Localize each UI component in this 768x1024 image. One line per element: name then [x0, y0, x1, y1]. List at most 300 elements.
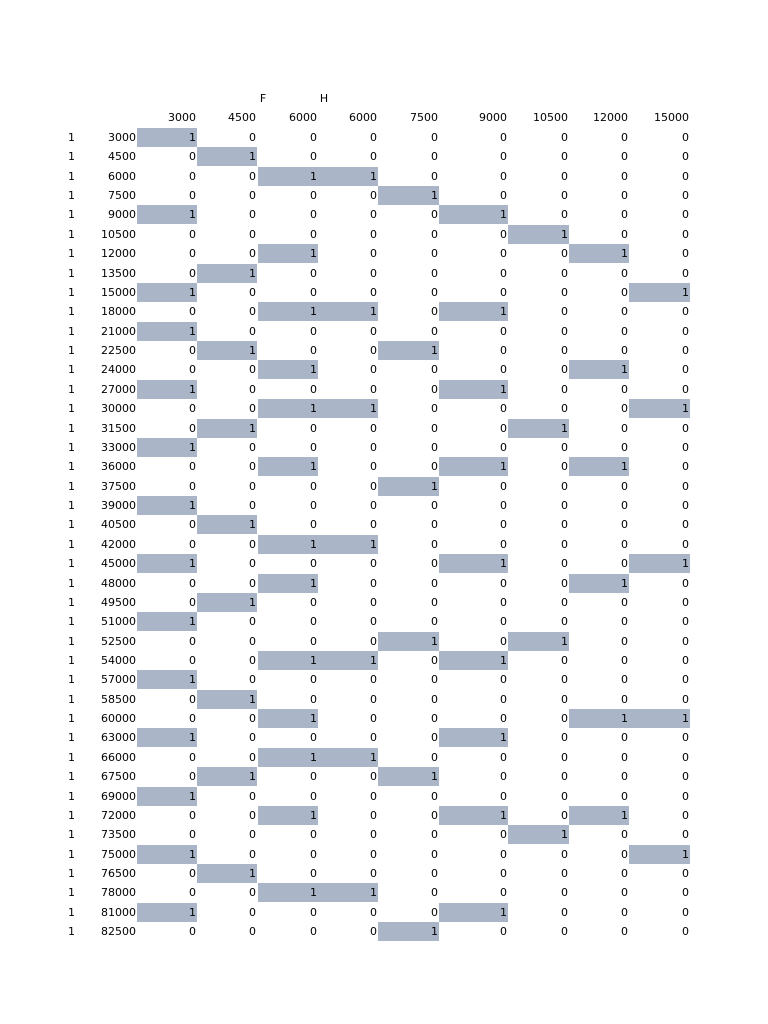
value-cell[interactable]: 0	[621, 422, 628, 435]
highlighted-value-cell[interactable]: 1	[258, 167, 318, 186]
value-cell[interactable]: 0	[189, 189, 196, 202]
value-cell[interactable]: 0	[431, 518, 438, 531]
value-cell[interactable]: 0	[682, 480, 689, 493]
value-cell[interactable]: 0	[431, 170, 438, 183]
value-cell[interactable]: 0	[682, 383, 689, 396]
highlighted-value-cell[interactable]: 1	[569, 806, 629, 825]
highlighted-value-cell[interactable]: 1	[318, 302, 378, 321]
value-cell[interactable]: 0	[189, 363, 196, 376]
value-cell[interactable]: 0	[310, 518, 317, 531]
highlighted-value-cell[interactable]: 1	[258, 709, 318, 728]
row-key-cell[interactable]: 24000	[101, 363, 136, 376]
value-cell[interactable]: 0	[370, 267, 377, 280]
value-cell[interactable]: 0	[249, 499, 256, 512]
value-cell[interactable]: 0	[621, 751, 628, 764]
row-key-cell[interactable]: 69000	[101, 790, 136, 803]
value-cell[interactable]: 0	[370, 441, 377, 454]
value-cell[interactable]: 0	[500, 499, 507, 512]
value-cell[interactable]: 0	[561, 557, 568, 570]
value-cell[interactable]: 0	[500, 150, 507, 163]
row-index-cell[interactable]: 1	[68, 577, 75, 590]
row-key-cell[interactable]: 42000	[101, 538, 136, 551]
value-cell[interactable]: 0	[500, 925, 507, 938]
value-cell[interactable]: 0	[249, 383, 256, 396]
highlighted-value-cell[interactable]: 1	[137, 845, 197, 864]
row-index-cell[interactable]: 1	[68, 170, 75, 183]
value-cell[interactable]: 0	[189, 828, 196, 841]
value-cell[interactable]: 0	[682, 577, 689, 590]
highlighted-value-cell[interactable]: 1	[629, 554, 690, 573]
value-cell[interactable]: 0	[561, 344, 568, 357]
value-cell[interactable]: 0	[249, 886, 256, 899]
row-index-cell[interactable]: 1	[68, 267, 75, 280]
value-cell[interactable]: 0	[310, 635, 317, 648]
highlighted-value-cell[interactable]: 1	[137, 380, 197, 399]
highlighted-value-cell[interactable]: 1	[508, 825, 569, 844]
row-index-cell[interactable]: 1	[68, 596, 75, 609]
value-cell[interactable]: 0	[249, 925, 256, 938]
row-key-cell[interactable]: 15000	[101, 286, 136, 299]
value-cell[interactable]: 0	[431, 208, 438, 221]
value-cell[interactable]: 0	[621, 402, 628, 415]
value-cell[interactable]: 0	[500, 402, 507, 415]
value-cell[interactable]: 0	[310, 790, 317, 803]
highlighted-value-cell[interactable]: 1	[197, 515, 257, 534]
highlighted-value-cell[interactable]: 1	[629, 845, 690, 864]
row-index-cell[interactable]: 1	[68, 402, 75, 415]
value-cell[interactable]: 0	[249, 712, 256, 725]
highlighted-value-cell[interactable]: 1	[569, 360, 629, 379]
value-cell[interactable]: 0	[189, 480, 196, 493]
value-cell[interactable]: 0	[310, 867, 317, 880]
value-cell[interactable]: 0	[621, 499, 628, 512]
value-cell[interactable]: 0	[561, 170, 568, 183]
row-index-cell[interactable]: 1	[68, 673, 75, 686]
value-cell[interactable]: 0	[500, 518, 507, 531]
value-cell[interactable]: 0	[621, 654, 628, 667]
value-cell[interactable]: 0	[561, 518, 568, 531]
value-cell[interactable]: 0	[500, 848, 507, 861]
value-cell[interactable]: 0	[682, 170, 689, 183]
value-cell[interactable]: 0	[249, 538, 256, 551]
value-cell[interactable]: 0	[621, 886, 628, 899]
value-cell[interactable]: 0	[310, 383, 317, 396]
highlighted-value-cell[interactable]: 1	[318, 535, 378, 554]
highlighted-value-cell[interactable]: 1	[318, 399, 378, 418]
value-cell[interactable]: 0	[682, 615, 689, 628]
value-cell[interactable]: 0	[682, 596, 689, 609]
row-index-cell[interactable]: 1	[68, 499, 75, 512]
value-cell[interactable]: 0	[561, 577, 568, 590]
value-cell[interactable]: 0	[189, 635, 196, 648]
value-cell[interactable]: 0	[682, 635, 689, 648]
value-cell[interactable]: 0	[310, 731, 317, 744]
value-cell[interactable]: 0	[431, 712, 438, 725]
row-key-cell[interactable]: 45000	[101, 557, 136, 570]
highlighted-value-cell[interactable]: 1	[137, 554, 197, 573]
value-cell[interactable]: 0	[189, 228, 196, 241]
value-cell[interactable]: 0	[370, 228, 377, 241]
value-cell[interactable]: 0	[431, 751, 438, 764]
row-index-cell[interactable]: 1	[68, 867, 75, 880]
row-key-cell[interactable]: 63000	[101, 731, 136, 744]
row-index-cell[interactable]: 1	[68, 886, 75, 899]
highlighted-value-cell[interactable]: 1	[318, 167, 378, 186]
value-cell[interactable]: 0	[249, 189, 256, 202]
row-index-cell[interactable]: 1	[68, 770, 75, 783]
value-cell[interactable]: 0	[310, 150, 317, 163]
highlighted-value-cell[interactable]: 1	[378, 767, 439, 786]
highlighted-value-cell[interactable]: 1	[439, 728, 508, 747]
value-cell[interactable]: 0	[561, 131, 568, 144]
value-cell[interactable]: 0	[561, 538, 568, 551]
value-cell[interactable]: 0	[682, 325, 689, 338]
value-cell[interactable]: 0	[310, 673, 317, 686]
value-cell[interactable]: 0	[370, 480, 377, 493]
value-cell[interactable]: 0	[621, 848, 628, 861]
column-header[interactable]: 7500	[410, 111, 438, 124]
value-cell[interactable]: 0	[561, 712, 568, 725]
highlighted-value-cell[interactable]: 1	[137, 128, 197, 147]
value-cell[interactable]: 0	[189, 596, 196, 609]
value-cell[interactable]: 0	[500, 325, 507, 338]
value-cell[interactable]: 0	[561, 790, 568, 803]
value-cell[interactable]: 0	[370, 325, 377, 338]
value-cell[interactable]: 0	[249, 790, 256, 803]
row-index-cell[interactable]: 1	[68, 422, 75, 435]
value-cell[interactable]: 0	[500, 635, 507, 648]
value-cell[interactable]: 0	[431, 557, 438, 570]
value-cell[interactable]: 0	[621, 228, 628, 241]
value-cell[interactable]: 0	[310, 228, 317, 241]
value-cell[interactable]: 0	[621, 267, 628, 280]
value-cell[interactable]: 0	[310, 499, 317, 512]
value-cell[interactable]: 0	[370, 383, 377, 396]
value-cell[interactable]: 0	[500, 828, 507, 841]
column-header[interactable]: 9000	[479, 111, 507, 124]
highlighted-value-cell[interactable]: 1	[318, 883, 378, 902]
value-cell[interactable]: 0	[682, 925, 689, 938]
value-cell[interactable]: 0	[621, 615, 628, 628]
highlighted-value-cell[interactable]: 1	[378, 341, 439, 360]
row-index-cell[interactable]: 1	[68, 809, 75, 822]
highlighted-value-cell[interactable]: 1	[258, 883, 318, 902]
row-key-cell[interactable]: 48000	[101, 577, 136, 590]
value-cell[interactable]: 0	[682, 751, 689, 764]
highlighted-value-cell[interactable]: 1	[258, 535, 318, 554]
value-cell[interactable]: 0	[431, 363, 438, 376]
value-cell[interactable]: 0	[249, 228, 256, 241]
highlighted-value-cell[interactable]: 1	[258, 302, 318, 321]
value-cell[interactable]: 0	[189, 305, 196, 318]
value-cell[interactable]: 0	[500, 286, 507, 299]
value-cell[interactable]: 0	[621, 790, 628, 803]
row-key-cell[interactable]: 37500	[101, 480, 136, 493]
row-key-cell[interactable]: 9000	[108, 208, 136, 221]
value-cell[interactable]: 0	[189, 170, 196, 183]
highlighted-value-cell[interactable]: 1	[629, 399, 690, 418]
value-cell[interactable]: 0	[621, 673, 628, 686]
row-key-cell[interactable]: 6000	[108, 170, 136, 183]
value-cell[interactable]: 0	[431, 673, 438, 686]
value-cell[interactable]: 0	[310, 848, 317, 861]
value-cell[interactable]: 0	[561, 267, 568, 280]
value-cell[interactable]: 0	[370, 131, 377, 144]
value-cell[interactable]: 0	[621, 286, 628, 299]
row-index-cell[interactable]: 1	[68, 731, 75, 744]
row-key-cell[interactable]: 33000	[101, 441, 136, 454]
highlighted-value-cell[interactable]: 1	[137, 205, 197, 224]
highlighted-value-cell[interactable]: 1	[137, 903, 197, 922]
value-cell[interactable]: 0	[189, 422, 196, 435]
highlighted-value-cell[interactable]: 1	[508, 419, 569, 438]
value-cell[interactable]: 0	[189, 518, 196, 531]
value-cell[interactable]: 0	[189, 267, 196, 280]
value-cell[interactable]: 0	[310, 770, 317, 783]
value-cell[interactable]: 0	[431, 538, 438, 551]
row-index-cell[interactable]: 1	[68, 848, 75, 861]
value-cell[interactable]: 0	[621, 325, 628, 338]
value-cell[interactable]: 0	[682, 441, 689, 454]
value-cell[interactable]: 0	[310, 480, 317, 493]
value-cell[interactable]: 0	[682, 344, 689, 357]
value-cell[interactable]: 0	[561, 286, 568, 299]
value-cell[interactable]: 0	[310, 422, 317, 435]
value-cell[interactable]: 0	[561, 906, 568, 919]
column-header[interactable]: 3000	[168, 111, 196, 124]
row-index-cell[interactable]: 1	[68, 208, 75, 221]
row-index-cell[interactable]: 1	[68, 518, 75, 531]
value-cell[interactable]: 0	[682, 538, 689, 551]
value-cell[interactable]: 0	[500, 596, 507, 609]
value-cell[interactable]: 0	[431, 906, 438, 919]
value-cell[interactable]: 0	[682, 422, 689, 435]
value-cell[interactable]: 0	[682, 906, 689, 919]
value-cell[interactable]: 0	[370, 693, 377, 706]
value-cell[interactable]: 0	[370, 906, 377, 919]
value-cell[interactable]: 0	[370, 286, 377, 299]
value-cell[interactable]: 0	[310, 615, 317, 628]
value-cell[interactable]: 0	[370, 848, 377, 861]
row-key-cell[interactable]: 52500	[101, 635, 136, 648]
value-cell[interactable]: 0	[189, 770, 196, 783]
highlighted-value-cell[interactable]: 1	[569, 457, 629, 476]
highlighted-value-cell[interactable]: 1	[439, 651, 508, 670]
value-cell[interactable]: 0	[500, 189, 507, 202]
value-cell[interactable]: 0	[682, 150, 689, 163]
value-cell[interactable]: 0	[431, 499, 438, 512]
value-cell[interactable]: 0	[682, 693, 689, 706]
value-cell[interactable]: 0	[500, 422, 507, 435]
row-index-cell[interactable]: 1	[68, 693, 75, 706]
column-header[interactable]: 10500	[533, 111, 568, 124]
value-cell[interactable]: 0	[682, 867, 689, 880]
value-cell[interactable]: 0	[189, 402, 196, 415]
value-cell[interactable]: 0	[561, 383, 568, 396]
value-cell[interactable]: 0	[189, 150, 196, 163]
highlighted-value-cell[interactable]: 1	[569, 574, 629, 593]
row-key-cell[interactable]: 39000	[101, 499, 136, 512]
row-index-cell[interactable]: 1	[68, 247, 75, 260]
row-index-cell[interactable]: 1	[68, 286, 75, 299]
value-cell[interactable]: 0	[249, 654, 256, 667]
value-cell[interactable]: 0	[249, 460, 256, 473]
value-cell[interactable]: 0	[682, 673, 689, 686]
value-cell[interactable]: 0	[370, 363, 377, 376]
value-cell[interactable]: 0	[682, 518, 689, 531]
value-cell[interactable]: 0	[682, 886, 689, 899]
highlighted-value-cell[interactable]: 1	[318, 748, 378, 767]
value-cell[interactable]: 0	[561, 809, 568, 822]
value-cell[interactable]: 0	[370, 460, 377, 473]
row-key-cell[interactable]: 3000	[108, 131, 136, 144]
value-cell[interactable]: 0	[189, 538, 196, 551]
row-index-cell[interactable]: 1	[68, 325, 75, 338]
value-cell[interactable]: 0	[249, 906, 256, 919]
value-cell[interactable]: 0	[249, 247, 256, 260]
value-cell[interactable]: 0	[682, 363, 689, 376]
value-cell[interactable]: 0	[561, 441, 568, 454]
row-key-cell[interactable]: 31500	[101, 422, 136, 435]
highlighted-value-cell[interactable]: 1	[439, 806, 508, 825]
value-cell[interactable]: 0	[249, 305, 256, 318]
highlighted-value-cell[interactable]: 1	[378, 922, 439, 941]
value-cell[interactable]: 0	[310, 925, 317, 938]
row-index-cell[interactable]: 1	[68, 460, 75, 473]
value-cell[interactable]: 0	[310, 596, 317, 609]
value-cell[interactable]: 0	[431, 383, 438, 396]
value-cell[interactable]: 0	[431, 460, 438, 473]
highlighted-value-cell[interactable]: 1	[378, 632, 439, 651]
value-cell[interactable]: 0	[682, 131, 689, 144]
value-cell[interactable]: 0	[621, 189, 628, 202]
value-cell[interactable]: 0	[500, 693, 507, 706]
highlighted-value-cell[interactable]: 1	[258, 399, 318, 418]
row-index-cell[interactable]: 1	[68, 228, 75, 241]
value-cell[interactable]: 0	[431, 848, 438, 861]
row-index-cell[interactable]: 1	[68, 480, 75, 493]
value-cell[interactable]: 0	[189, 693, 196, 706]
row-index-cell[interactable]: 1	[68, 615, 75, 628]
row-key-cell[interactable]: 66000	[101, 751, 136, 764]
value-cell[interactable]: 0	[621, 731, 628, 744]
highlighted-value-cell[interactable]: 1	[137, 728, 197, 747]
highlighted-value-cell[interactable]: 1	[197, 767, 257, 786]
value-cell[interactable]: 0	[370, 189, 377, 202]
value-cell[interactable]: 0	[310, 208, 317, 221]
value-cell[interactable]: 0	[431, 596, 438, 609]
value-cell[interactable]: 0	[621, 925, 628, 938]
value-cell[interactable]: 0	[249, 577, 256, 590]
value-cell[interactable]: 0	[431, 693, 438, 706]
value-cell[interactable]: 0	[500, 751, 507, 764]
value-cell[interactable]: 0	[621, 538, 628, 551]
value-cell[interactable]: 0	[621, 770, 628, 783]
value-cell[interactable]: 0	[310, 693, 317, 706]
row-key-cell[interactable]: 67500	[101, 770, 136, 783]
value-cell[interactable]: 0	[682, 305, 689, 318]
value-cell[interactable]: 0	[249, 325, 256, 338]
highlighted-value-cell[interactable]: 1	[258, 244, 318, 263]
value-cell[interactable]: 0	[621, 170, 628, 183]
row-key-cell[interactable]: 82500	[101, 925, 136, 938]
value-cell[interactable]: 0	[249, 809, 256, 822]
column-header[interactable]: 6000	[289, 111, 317, 124]
value-cell[interactable]: 0	[561, 751, 568, 764]
row-index-cell[interactable]: 1	[68, 906, 75, 919]
value-cell[interactable]: 0	[682, 731, 689, 744]
value-cell[interactable]: 0	[682, 267, 689, 280]
highlighted-value-cell[interactable]: 1	[258, 457, 318, 476]
highlighted-value-cell[interactable]: 1	[569, 709, 629, 728]
value-cell[interactable]: 0	[561, 848, 568, 861]
row-key-cell[interactable]: 12000	[101, 247, 136, 260]
highlighted-value-cell[interactable]: 1	[569, 244, 629, 263]
value-cell[interactable]: 0	[500, 480, 507, 493]
value-cell[interactable]: 0	[621, 344, 628, 357]
value-cell[interactable]: 0	[189, 867, 196, 880]
highlighted-value-cell[interactable]: 1	[508, 632, 569, 651]
value-cell[interactable]: 0	[561, 305, 568, 318]
row-index-cell[interactable]: 1	[68, 131, 75, 144]
value-cell[interactable]: 0	[370, 615, 377, 628]
value-cell[interactable]: 0	[370, 208, 377, 221]
value-cell[interactable]: 0	[682, 809, 689, 822]
row-key-cell[interactable]: 51000	[101, 615, 136, 628]
value-cell[interactable]: 0	[370, 925, 377, 938]
row-key-cell[interactable]: 78000	[101, 886, 136, 899]
value-cell[interactable]: 0	[561, 208, 568, 221]
row-index-cell[interactable]: 1	[68, 344, 75, 357]
highlighted-value-cell[interactable]: 1	[197, 341, 257, 360]
row-key-cell[interactable]: 73500	[101, 828, 136, 841]
value-cell[interactable]: 0	[500, 538, 507, 551]
highlighted-value-cell[interactable]: 1	[439, 554, 508, 573]
value-cell[interactable]: 0	[621, 480, 628, 493]
value-cell[interactable]: 0	[370, 712, 377, 725]
value-cell[interactable]: 0	[561, 693, 568, 706]
value-cell[interactable]: 0	[431, 286, 438, 299]
row-key-cell[interactable]: 21000	[101, 325, 136, 338]
row-key-cell[interactable]: 72000	[101, 809, 136, 822]
value-cell[interactable]: 0	[431, 828, 438, 841]
highlighted-value-cell[interactable]: 1	[137, 283, 197, 302]
highlighted-value-cell[interactable]: 1	[137, 670, 197, 689]
value-cell[interactable]: 0	[310, 828, 317, 841]
value-cell[interactable]: 0	[189, 751, 196, 764]
value-cell[interactable]: 0	[431, 325, 438, 338]
value-cell[interactable]: 0	[500, 131, 507, 144]
value-cell[interactable]: 0	[431, 577, 438, 590]
value-cell[interactable]: 0	[370, 673, 377, 686]
value-cell[interactable]: 0	[431, 267, 438, 280]
highlighted-value-cell[interactable]: 1	[439, 205, 508, 224]
highlighted-value-cell[interactable]: 1	[197, 264, 257, 283]
value-cell[interactable]: 0	[370, 790, 377, 803]
highlighted-value-cell[interactable]: 1	[439, 903, 508, 922]
header-label-f[interactable]: F	[259, 92, 267, 105]
highlighted-value-cell[interactable]: 1	[197, 593, 257, 612]
value-cell[interactable]: 0	[249, 363, 256, 376]
value-cell[interactable]: 0	[561, 460, 568, 473]
value-cell[interactable]: 0	[682, 208, 689, 221]
value-cell[interactable]: 0	[189, 247, 196, 260]
highlighted-value-cell[interactable]: 1	[629, 283, 690, 302]
row-index-cell[interactable]: 1	[68, 150, 75, 163]
value-cell[interactable]: 0	[189, 809, 196, 822]
value-cell[interactable]: 0	[431, 131, 438, 144]
row-index-cell[interactable]: 1	[68, 712, 75, 725]
